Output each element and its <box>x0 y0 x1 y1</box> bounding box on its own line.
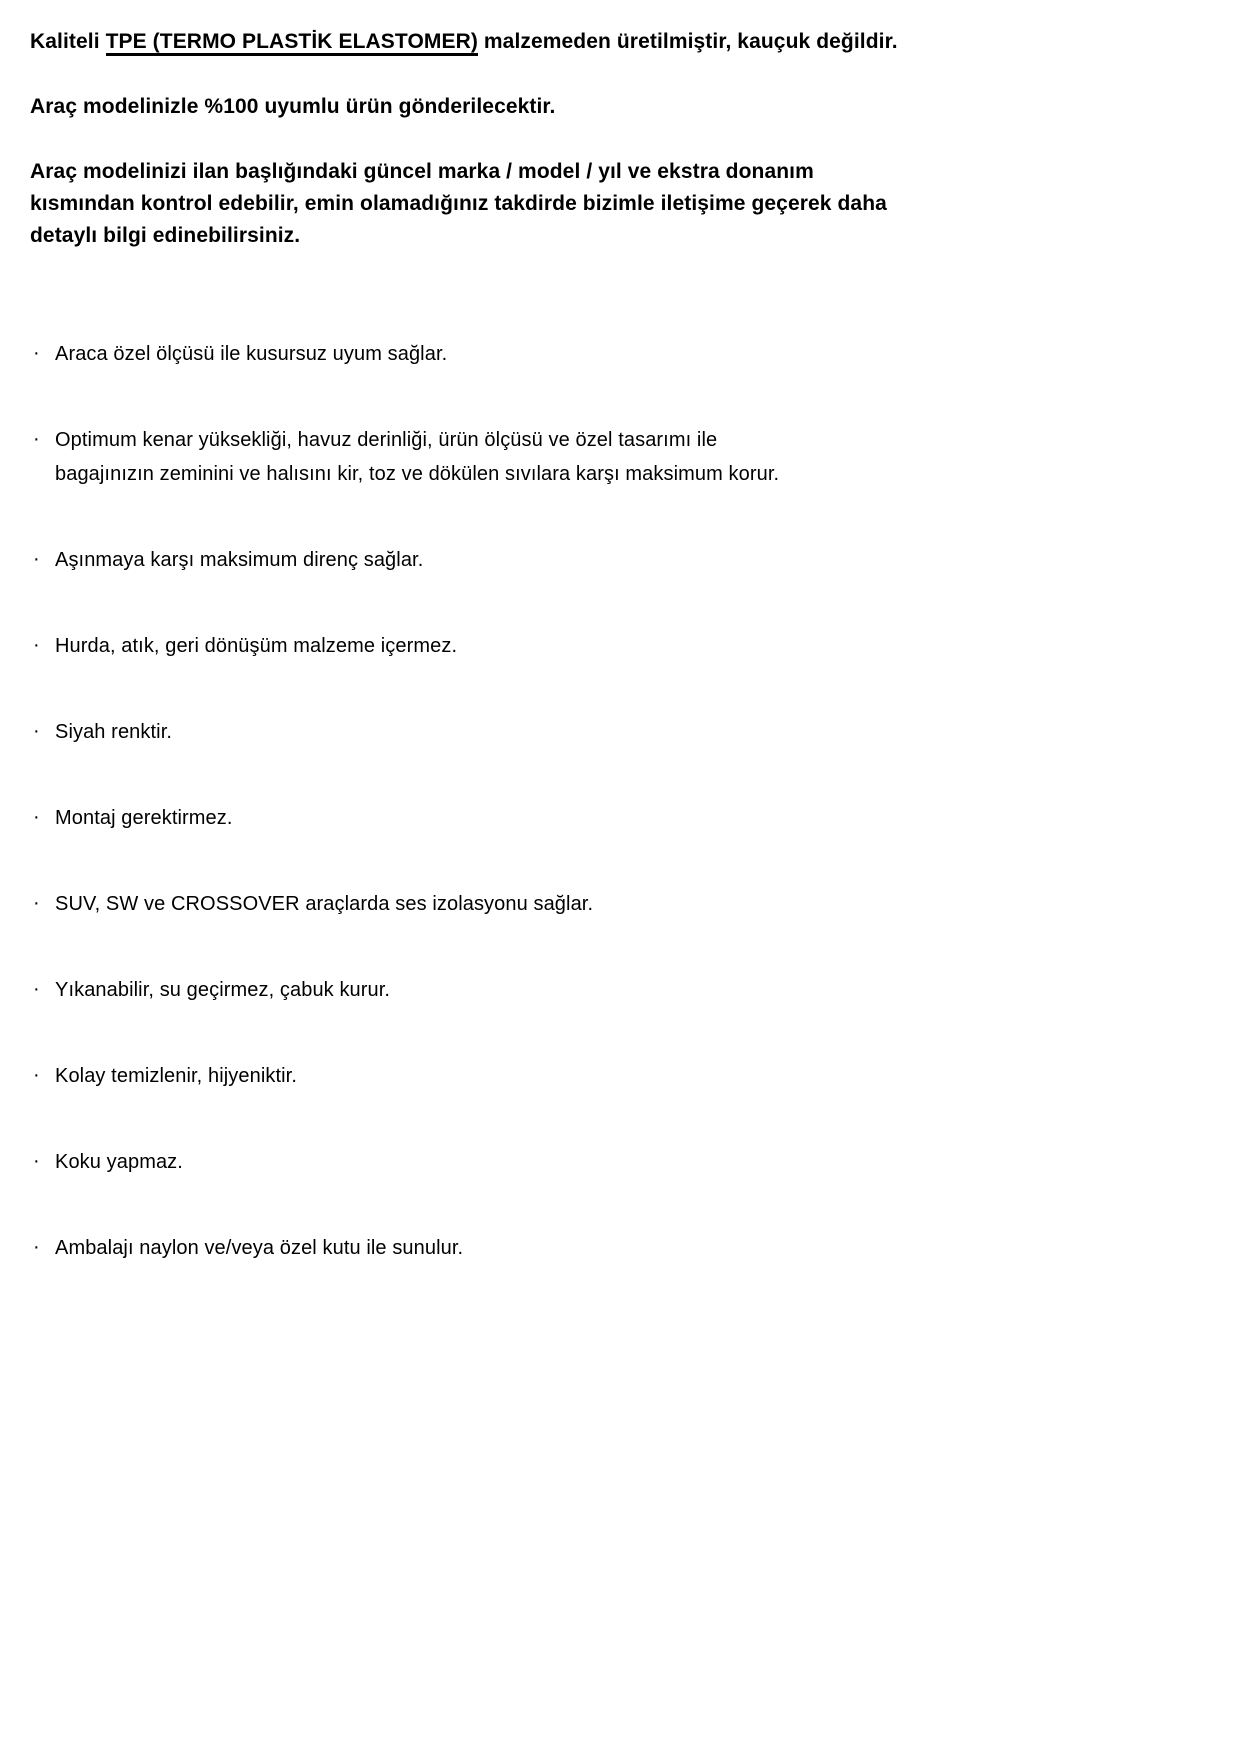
bullet-marker-icon: · <box>33 1064 40 1086</box>
model-check-line-1: Araç modelinizi ilan başlığındaki güncel marka / model / yıl ve ekstra donanım <box>30 160 814 183</box>
feature-item-no-recycled <box>30 629 1201 663</box>
bullet-marker-icon: · <box>33 342 40 364</box>
bullet-marker-icon: · <box>33 548 40 570</box>
feature-text: SUV, SW ve CROSSOVER araçlarda ses izolasyonu sağlar. <box>55 893 594 915</box>
feature-item-color <box>30 715 1201 749</box>
feature-text: Kolay temizlenir, hijyeniktir. <box>55 1065 297 1087</box>
bullet-marker-icon: · <box>33 892 40 914</box>
material-statement-prefix: Kaliteli <box>30 30 106 53</box>
model-check-line-2: kısmından kontrol edebilir, emin olamadığınız takdirde bizimle iletişime geçerek daha <box>30 192 887 215</box>
feature-item-sound-isolation <box>30 887 1201 921</box>
bullet-marker-icon: · <box>33 978 40 1000</box>
material-statement <box>30 26 1201 58</box>
feature-item-washable <box>30 973 1201 1007</box>
feature-text: Montaj gerektirmez. <box>55 807 233 829</box>
bullet-marker-icon: · <box>33 806 40 828</box>
bullet-marker-icon: · <box>33 1150 40 1172</box>
bullet-marker-icon: · <box>33 720 40 742</box>
bullet-marker-icon: · <box>33 1236 40 1258</box>
feature-item-no-odor <box>30 1145 1201 1179</box>
feature-item-abrasion <box>30 543 1201 577</box>
feature-list <box>30 337 1201 1265</box>
feature-text: bagajınızın zeminini ve halısını kir, toz ve dökülen sıvılara karşı maksimum korur. <box>55 463 780 485</box>
feature-text: Siyah renktir. <box>55 721 173 743</box>
model-check-statement <box>30 156 1201 252</box>
feature-item-fit <box>30 337 1201 371</box>
feature-text: Aşınmaya karşı maksimum direnç sağlar. <box>55 549 424 571</box>
feature-item-hygienic <box>30 1059 1201 1093</box>
feature-item-no-assembly <box>30 801 1201 835</box>
feature-text: Hurda, atık, geri dönüşüm malzeme içermez. <box>55 635 458 657</box>
material-name-underlined: TPE (TERMO PLASTİK ELASTOMER) <box>106 30 478 56</box>
feature-text: Koku yapmaz. <box>55 1151 183 1173</box>
feature-text: Yıkanabilir, su geçirmez, çabuk kurur. <box>55 979 391 1001</box>
feature-text: Araca özel ölçüsü ile kusursuz uyum sağlar. <box>55 343 448 365</box>
compatibility-statement: Araç modelinizle %100 uyumlu ürün gönderilecektir. <box>30 95 556 118</box>
material-statement-suffix: malzemeden üretilmiştir, kauçuk değildir. <box>477 30 898 53</box>
feature-text: Optimum kenar yüksekliği, havuz derinliği, ürün ölçüsü ve özel tasarımı ile <box>55 429 718 451</box>
bullet-marker-icon: · <box>33 634 40 656</box>
feature-item-protection <box>30 423 1201 491</box>
model-check-line-3: detaylı bilgi edinebilirsiniz. <box>30 224 301 247</box>
feature-item-packaging <box>30 1231 1201 1265</box>
bullet-marker-icon: · <box>33 428 40 450</box>
intro-section <box>30 26 1201 252</box>
feature-text: Ambalajı naylon ve/veya özel kutu ile sunulur. <box>55 1237 464 1259</box>
